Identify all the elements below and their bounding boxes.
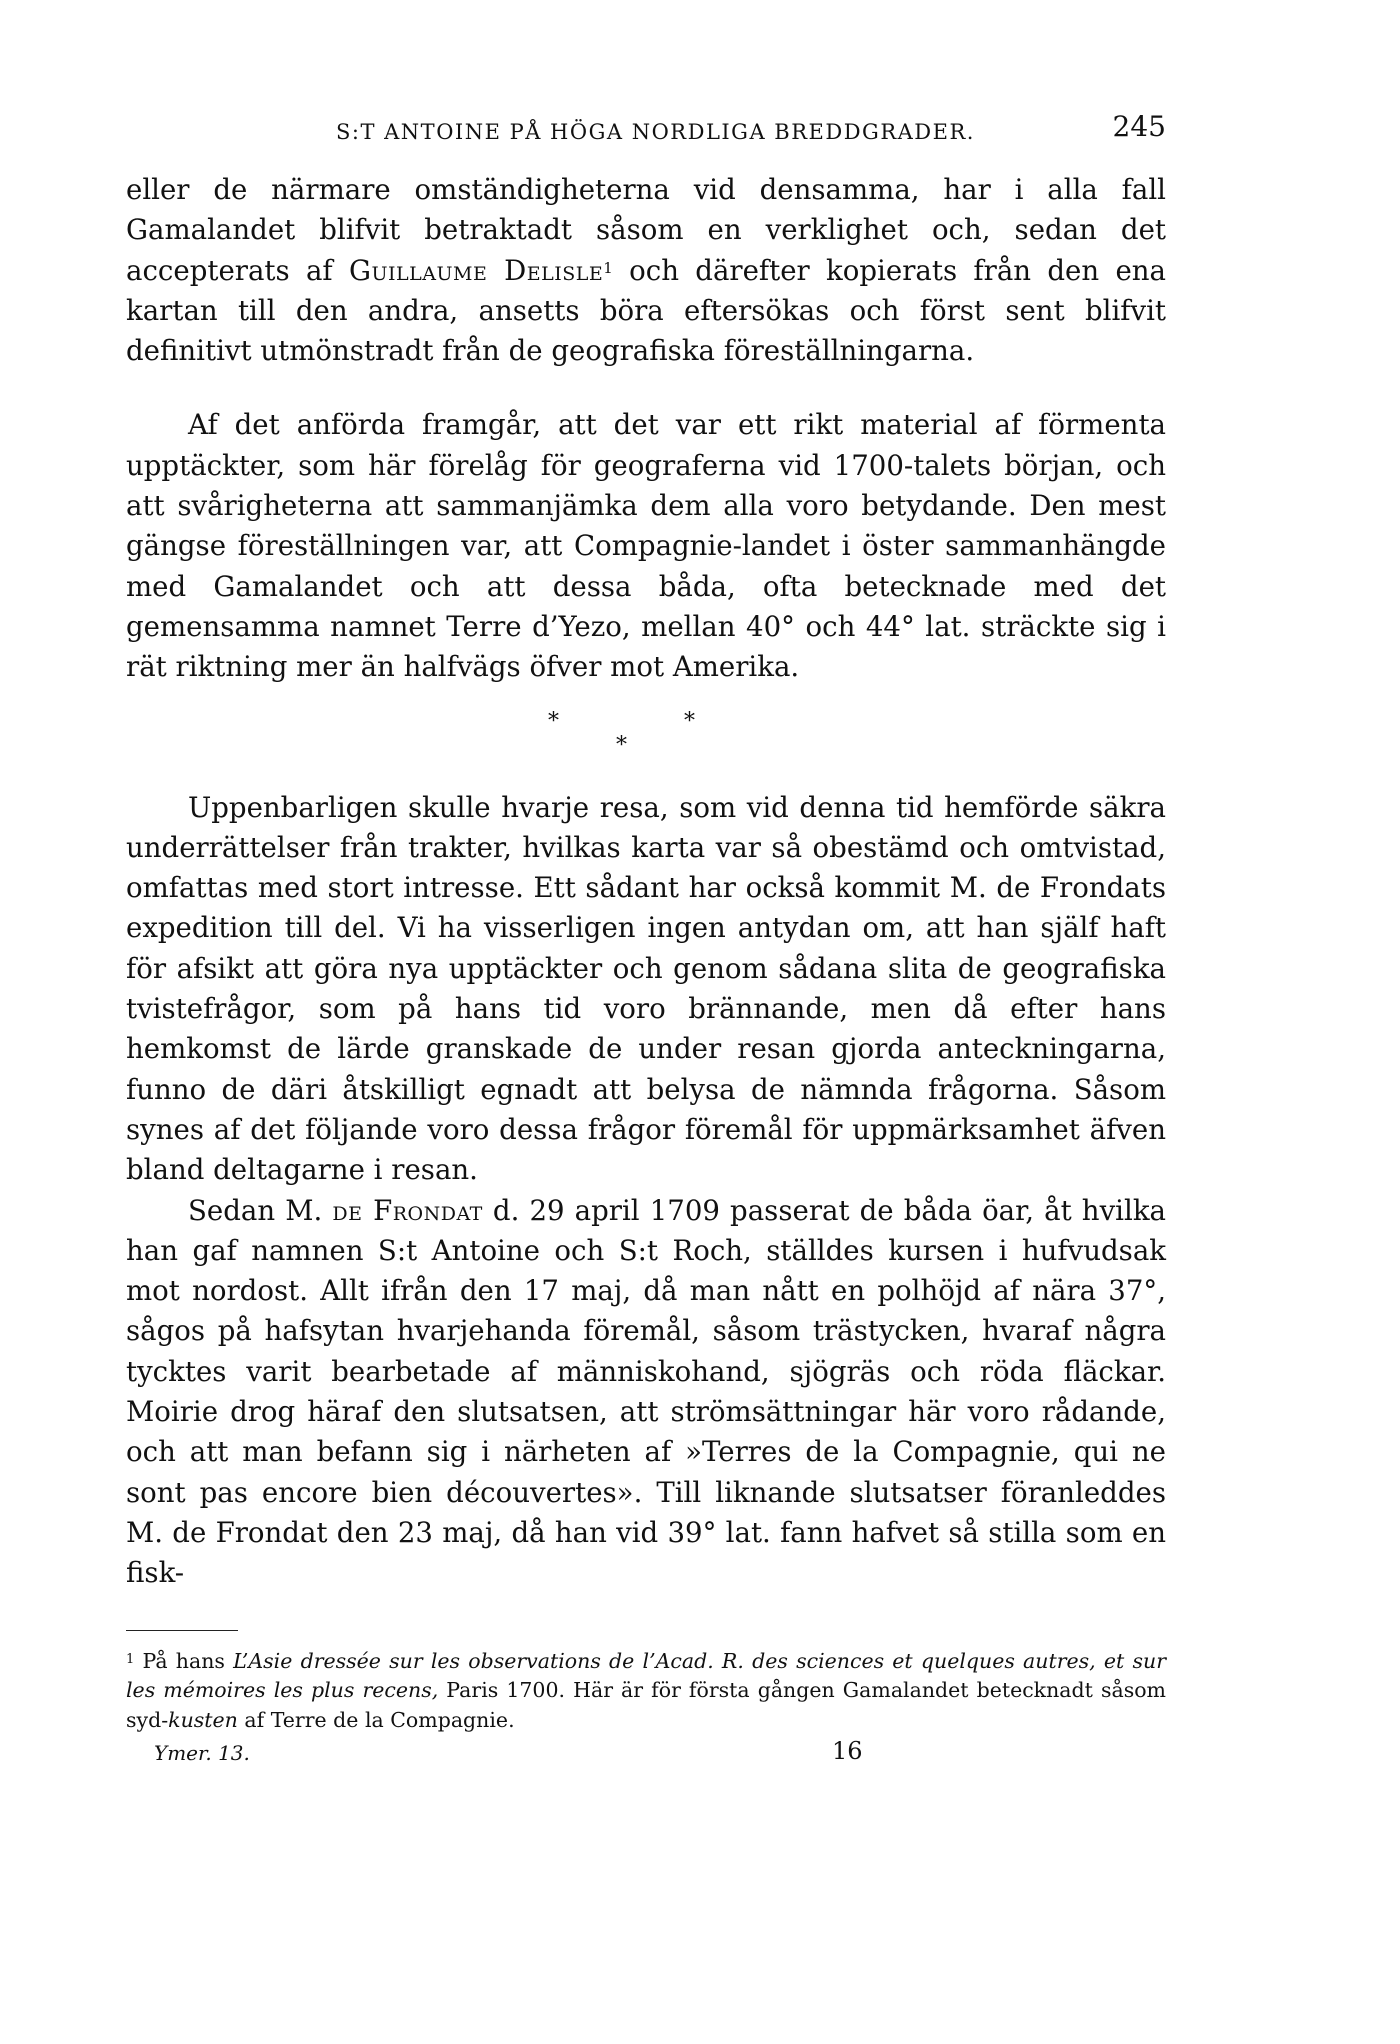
- footnote-text-b: Paris 1700. Här är för första gången Gamalandet betecknadt såsom syd-: [126, 1678, 1167, 1732]
- sheet-number: 16: [832, 1737, 863, 1765]
- paragraph-4-text-a: Sedan M.: [188, 1193, 333, 1227]
- footnote-reference: 1: [603, 258, 613, 277]
- running-title: S:T ANTOINE PÅ HÖGA NORDLIGA BREDDGRADER.: [336, 120, 975, 144]
- asterism-separator: [126, 696, 1166, 776]
- paragraph-4-text-b: d. 29 april 1709 passerat de båda öar, åt hvilka han gaf namnen S:t Antoine och S:t Roch, ställdes kursen i hufvudsak mot nordost. Allt ifrån den 17 maj, då man nått en polhöjd af nära 37°, sågos på hafsytan hvarjehanda föremål, såsom trästycken, hvaraf några tycktes varit bearbetade af människohand, sjögräs och röda fläckar. Moirie drog häraf den slutsatsen, att strömsättningar här voro rådande, och att man befann sig i närheten af »Terres de la Compagnie, qui ne sont pas encore bien découvertes». Till liknande slutsatser föranleddes M. de Frondat den 23 maj, då han vid 39° lat. fann hafvet så stilla som en fisk-: [126, 1193, 1166, 1590]
- journal-signature: Ymer. 13.: [154, 1741, 250, 1765]
- asterisk-bottom: *: [616, 732, 627, 758]
- paragraph-1-text-a: eller de närmare omständigheterna vid densamma, har i alla fall Gamalandet blifvit betraktadt såsom en verklighet och, sedan det accepterats af: [126, 173, 1166, 287]
- author-name-delisle: Guillaume Delisle: [348, 253, 604, 287]
- page: [126, 110, 1166, 1781]
- footnote-text-c: af Terre de la Compagnie.: [237, 1707, 515, 1732]
- signature-line: [126, 1737, 1166, 1781]
- footnote: [126, 1647, 1166, 1736]
- page-number: 245: [1112, 110, 1166, 143]
- footnote-marker: 1: [126, 1651, 135, 1667]
- paragraph-1-text-b: och därefter kopierats från den ena kartan till den andra, ansetts böra eftersökas och först sent blifvit definitivt utmönstradt från de geografiska föreställningarna.: [126, 253, 1166, 368]
- asterisk-right: *: [684, 708, 695, 734]
- asterisk-left: *: [548, 708, 559, 734]
- footnote-title-italic: L’Asie dressée sur les observations de l’Acad. R. des sciences et quelques autres, et sur les mémoires les plus recens,: [126, 1648, 1166, 1702]
- footnote-divider: [126, 1630, 238, 1631]
- paragraph-3: Uppenbarligen skulle hvarje resa, som vid denna tid hemförde säkra underrättelser från trakter, hvilkas karta var så obestämd och omtvistad, omfattas med stort intresse. Ett sådant har också kommit M. de Frondats expedition till del. Vi ha visserligen ingen antydan om, att han själf haft för afsikt att göra nya upptäckter och genom sådana slita de geografiska tvistefrågor, som på hans tid voro brännande, men då efter hans hemkomst de lärde granskade de under resan gjorda anteckningarna, funno de däri åtskilligt egnadt att belysa de nämnda frågorna. Såsom synes af det följande voro dessa frågor föremål för uppmärksamhet äfven bland deltagarne i resan.: [126, 790, 1166, 1187]
- paragraph-1: [126, 170, 1166, 371]
- footnote-text-a: På hans: [134, 1648, 234, 1673]
- footnote-italic-word: kusten: [168, 1707, 238, 1732]
- paragraph-2: Af det anförda framgår, att det var ett rikt material af förmenta upptäckter, som här förelåg för geograferna vid 1700-talets början, och att svårigheterna att sammanjämka dem alla voro betydande. Den mest gängse föreställningen var, att Compagnie-landet i öster sammanhängde med Gamalandet och att dessa båda, ofta betecknade med det gemensamma namnet Terre d’Yezo, mellan 40° och 44° lat. sträckte sig i rät riktning mer än halfvägs öfver mot Amerika.: [126, 408, 1166, 684]
- body-text: [126, 170, 1166, 1594]
- author-name-frondat: de Frondat: [332, 1193, 483, 1227]
- paragraph-4: [126, 1191, 1166, 1594]
- running-head: [126, 110, 1166, 150]
